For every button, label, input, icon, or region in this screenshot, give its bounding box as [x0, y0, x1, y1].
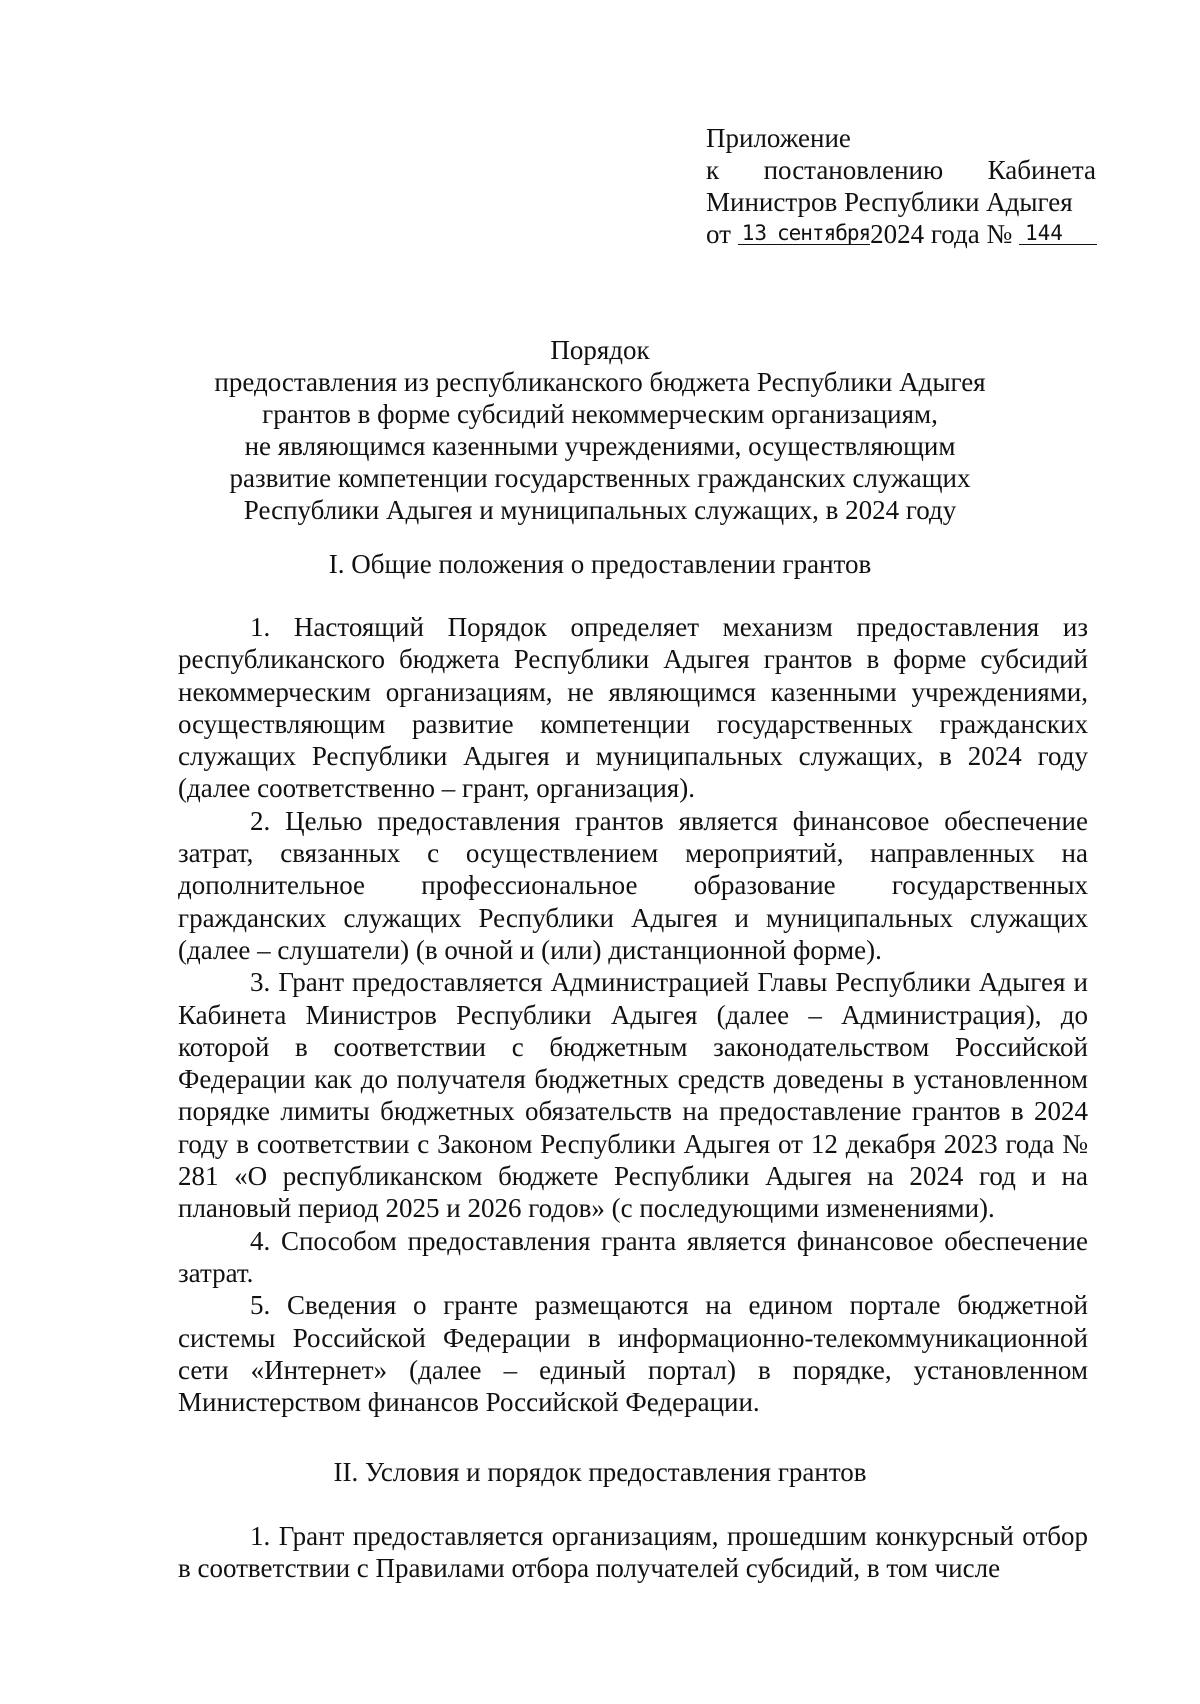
- title-subtitle-line: развитие компетенции государственных гражданских служащих: [229, 463, 971, 493]
- paragraph: 5. Сведения о гранте размещаются на едином портале бюджетной системы Российской Федерации в информационно-телекоммуникационной сети «Интернет» (далее – единый портал) в порядке, установленном Министерством финансов Российской Федерации.: [178, 1290, 1088, 1418]
- appendix-reference: [706, 154, 1096, 186]
- appendix-reference-word: Кабинета: [987, 155, 1096, 185]
- appendix-block: [706, 122, 1096, 250]
- date-filled: [738, 222, 870, 245]
- section-2-body: [178, 1520, 1088, 1585]
- date-prefix: от: [706, 219, 731, 249]
- document-title: [150, 334, 1050, 526]
- paragraph: 1. Грант предоставляется организациям, прошедшим конкурсный отбор в соответствии с Правилами отбора получателей субсидий, в том числе: [178, 1521, 1088, 1584]
- appendix-label: Приложение: [706, 123, 851, 153]
- section-1-body: [178, 611, 1088, 1418]
- section-1-heading: I. Общие положения о предоставлении грантов: [328, 549, 872, 579]
- title-heading: Порядок: [550, 335, 650, 365]
- title-subtitle-line: предоставления из республиканского бюджета Республики Адыгея: [214, 367, 986, 397]
- title-subtitle-line: Республики Адыгея и муниципальных служащих, в 2024 году: [243, 495, 957, 525]
- date-month: сентября: [777, 221, 871, 245]
- appendix-date-line: [706, 218, 1096, 250]
- document-number: 144: [1019, 222, 1097, 245]
- title-subtitle-line: грантов в форме субсидий некоммерческим организациям,: [262, 399, 938, 429]
- paragraph: 3. Грант предоставляется Администрацией Главы Республики Адыгея и Кабинета Министров Республики Адыгея (далее – Администрация), до которой в соответствии с бюджетным законодательством Российской Федерации как до получателя бюджетных средств доведены в установленном порядке лимиты бюджетных обязательств на предоставление грантов в 2024 году в соответствии с Законом Республики Адыгея от 12 декабря 2023 года № 281 «О республиканском бюджете Республики Адыгея на 2024 год и на плановый период 2025 и 2026 годов» (с последующими изменениями).: [178, 967, 1088, 1224]
- appendix-reference-word: постановлению: [763, 155, 944, 185]
- section-2-heading: II. Условия и порядок предоставления грантов: [333, 1457, 867, 1487]
- paragraph: 4. Способом предоставления гранта является финансовое обеспечение затрат.: [178, 1225, 1088, 1288]
- date-year: 2024 года №: [870, 219, 1013, 249]
- appendix-authority: Министров Республики Адыгея: [706, 187, 1073, 217]
- paragraph: 2. Целью предоставления грантов является финансовое обеспечение затрат, связанных с осуществлением мероприятий, направленных на дополнительное профессиональное образование государственных гражданских служащих Республики Адыгея и муниципальных служащих (далее – слушатели) (в очной и (или) дистанционной форме).: [178, 805, 1088, 965]
- appendix-reference-word: к: [706, 155, 720, 185]
- date-day: 13: [741, 221, 767, 245]
- paragraph: 1. Настоящий Порядок определяет механизм предоставления из республиканского бюджета Республики Адыгея грантов в форме субсидий некоммерческим организациям, не являющимся казенными учреждениями, осуществляющим развитие компетенции государственных гражданских служащих Республики Адыгея и муниципальных служащих, в 2024 году (далее соответственно – грант, организация).: [178, 612, 1088, 804]
- title-subtitle-line: не являющимся казенными учреждениями, осуществляющим: [244, 431, 956, 461]
